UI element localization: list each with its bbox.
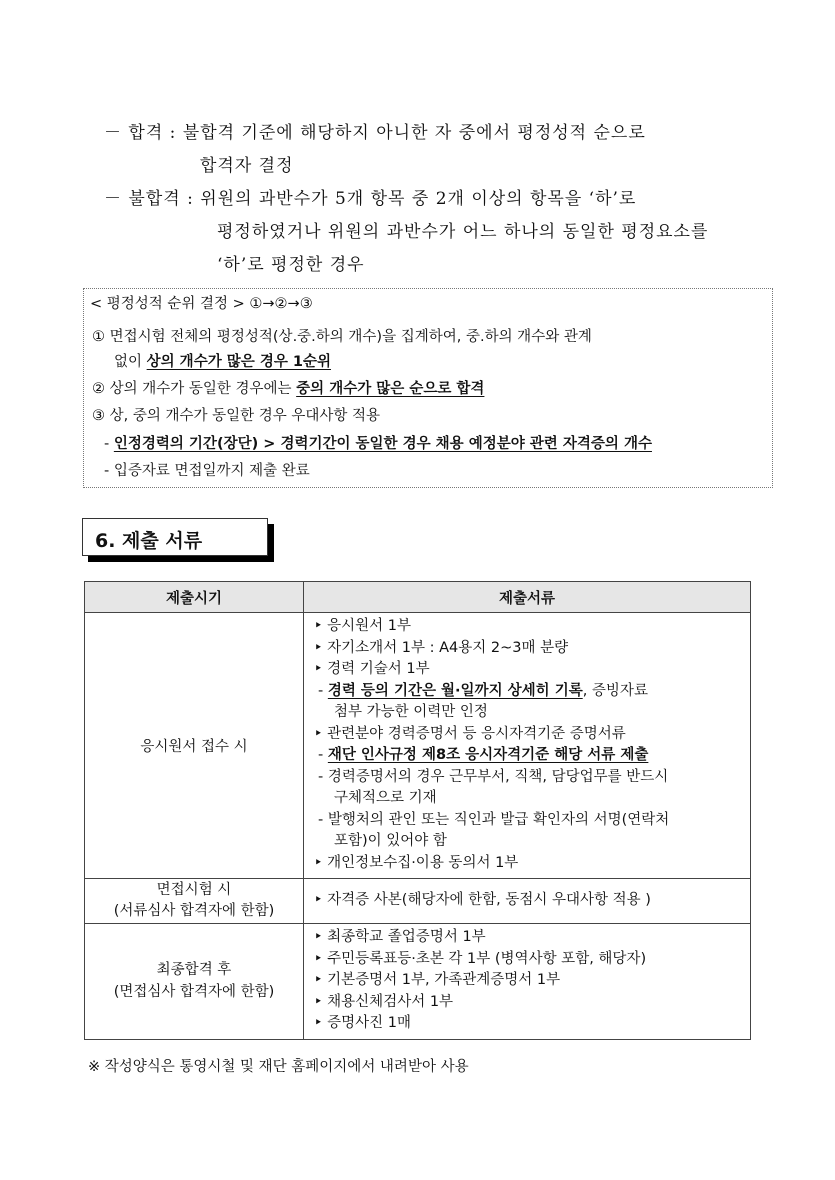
list-item: - 재단 인사규정 제8조 응시자격기준 해당 서류 제출 — [318, 747, 649, 763]
fail-criteria-line2: 평정하였거나 위원의 과반수가 어느 하나의 동일한 평정요소를 — [217, 222, 709, 242]
ranking-item-3: ③ 상, 중의 개수가 동일한 경우 우대사항 적용 — [92, 408, 380, 424]
row3-docs — [304, 924, 751, 1040]
fail-criteria-line1: － 불합격 : 위원의 과반수가 5개 항목 중 2개 이상의 항목을 ‘하’로 — [104, 189, 637, 209]
list-item: ‣ 주민등록표등·초본 각 1부 (병역사항 포함, 해당자) — [314, 950, 647, 967]
list-item: 첨부 가능한 이력만 인정 — [334, 704, 488, 720]
ranking-item-1-cont: 없이 상의 개수가 많은 경우 1순위 — [114, 354, 331, 370]
list-item: 포함)이 있어야 함 — [334, 833, 447, 849]
ranking-item-1: ① 면접시험 전체의 평정성적(상.중.하의 개수)을 집계하여, 중.하의 개수와 관계 — [92, 329, 592, 345]
list-item: - 발행처의 관인 또는 직인과 발급 확인자의 서명(연락처 — [318, 811, 670, 828]
ranking-item-2: ② 상의 개수가 동일한 경우에는 중의 개수가 많은 순으로 합격 — [92, 381, 485, 397]
list-item: 구체적으로 기재 — [334, 790, 437, 806]
table-header-row — [85, 582, 751, 613]
row1-time: 응시원서 접수 시 — [85, 613, 304, 879]
header-docs: 제출서류 — [304, 582, 751, 613]
pass-criteria-line2: 합격자 결정 — [200, 156, 294, 176]
table-row — [85, 613, 751, 879]
row3-time: 최종합격 후 (면접심사 합격자에 한함) — [85, 924, 304, 1040]
row1-docs — [304, 613, 751, 879]
ranking-sub-1: - 인정경력의 기간(장단) > 경력기간이 동일한 경우 채용 예정분야 관련 자격증의 개수 — [104, 436, 652, 452]
header-time: 제출시기 — [85, 582, 304, 613]
table-row — [85, 879, 751, 924]
footnote: ※ 작성양식은 통영시철 및 재단 홈페이지에서 내려받아 사용 — [88, 1059, 469, 1075]
list-item: ‣ 경력 기술서 1부 — [314, 661, 430, 677]
table-row — [85, 924, 751, 1040]
list-item: ‣ 자기소개서 1부 : A4용지 2~3매 분량 — [314, 639, 569, 656]
ranking-sub-2: - 입증자료 면접일까지 제출 완료 — [104, 463, 310, 479]
ranking-title: < 평정성적 순위 결정 > ①→②→③ — [90, 296, 313, 312]
list-item: ‣ 채용신체검사서 1부 — [314, 993, 454, 1010]
ranking-box — [83, 288, 773, 488]
list-item: ‣ 기본증명서 1부, 가족관계증명서 1부 — [314, 972, 561, 988]
list-item: - 경력증명서의 경우 근무부서, 직책, 담당업무를 반드시 — [318, 768, 669, 785]
list-item: ‣ 관련분야 경력증명서 등 응시자격기준 증명서류 — [314, 725, 626, 742]
list-item: - 경력 등의 기간은 월·일까지 상세히 기록, 증빙자료 — [318, 682, 648, 699]
row2-docs — [304, 879, 751, 924]
list-item: ‣ 응시원서 1부 — [314, 618, 412, 634]
pass-criteria-line1: － 합격 : 불합격 기준에 해당하지 아니한 자 중에서 평정성적 순으로 — [104, 123, 646, 143]
fail-criteria-line3: ‘하’로 평정한 경우 — [217, 255, 365, 275]
list-item: ‣ 자격증 사본(해당자에 한함, 동점시 우대사항 적용 ) — [314, 891, 651, 908]
row2-time: 면접시험 시 (서류심사 합격자에 한함) — [85, 879, 304, 924]
list-item: ‣ 최종학교 졸업증명서 1부 — [314, 929, 486, 945]
list-item: ‣ 증명사진 1매 — [314, 1015, 412, 1031]
section-heading: 6. 제출 서류 — [82, 518, 268, 556]
list-item: ‣ 개인정보수집·이용 동의서 1부 — [314, 854, 519, 871]
documents-table — [84, 581, 751, 1040]
